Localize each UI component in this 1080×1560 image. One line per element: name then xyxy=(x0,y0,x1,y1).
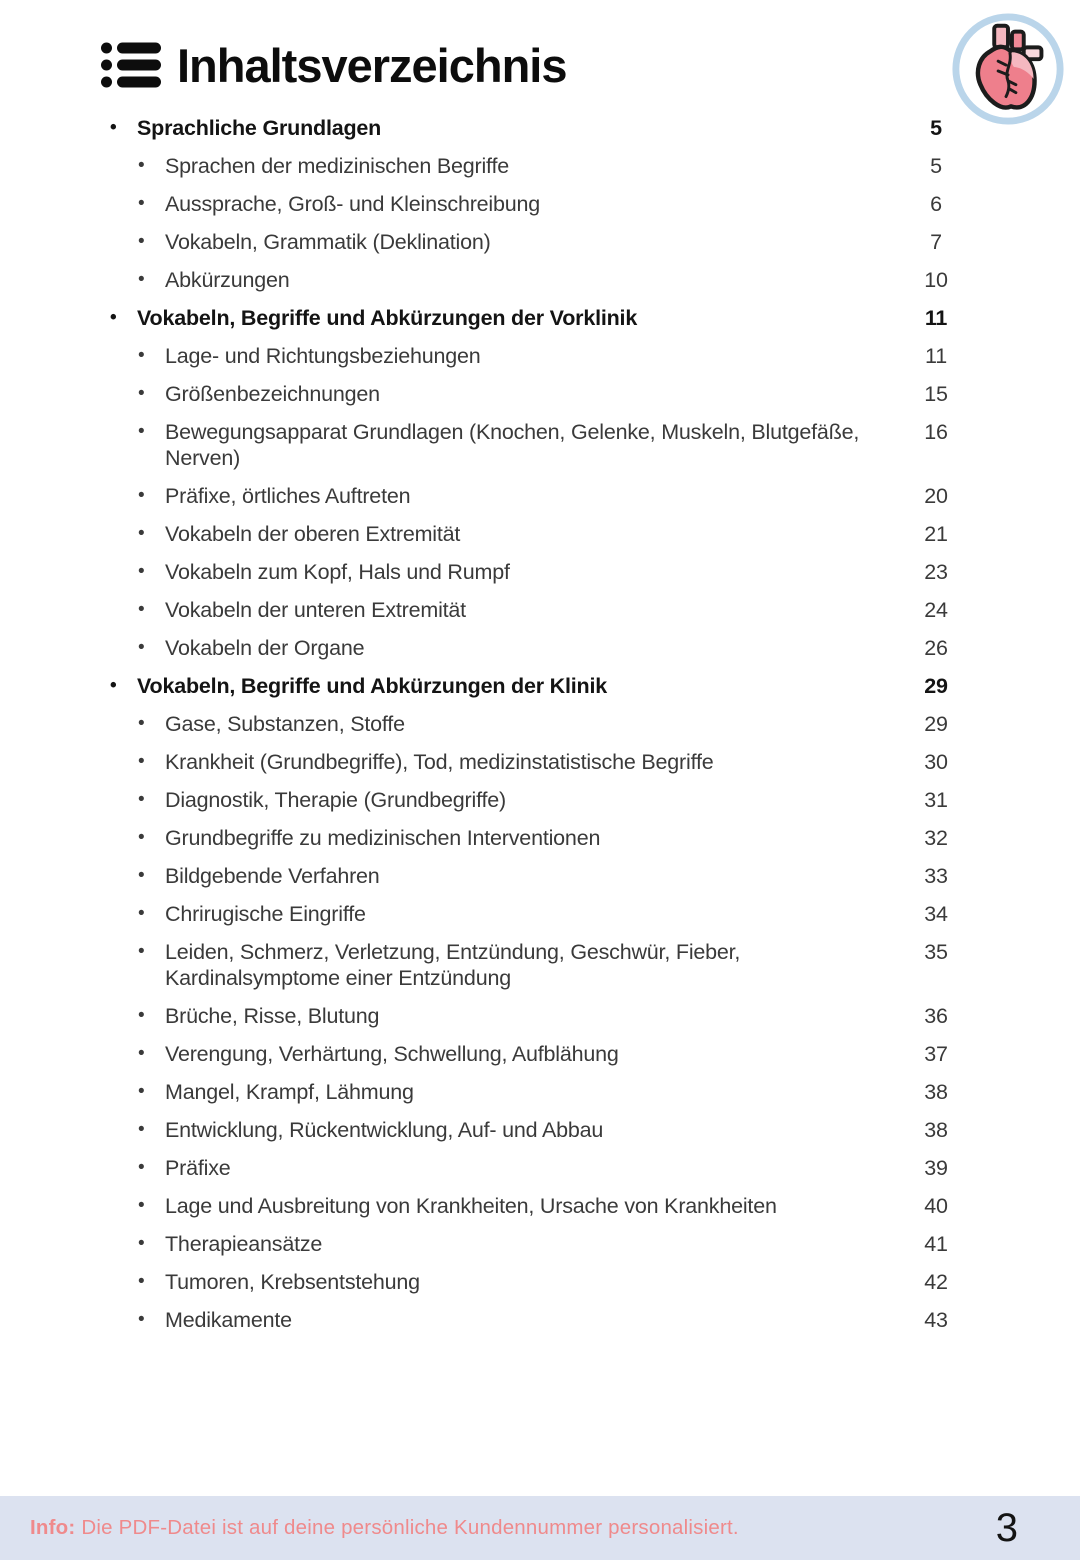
toc-entry-page: 35 xyxy=(924,940,948,964)
toc-entry-label: Bildgebende Verfahren xyxy=(165,864,380,888)
toc-entry-page: 30 xyxy=(924,750,948,774)
toc-entry-page: 6 xyxy=(930,192,942,216)
toc-entry-page: 29 xyxy=(924,712,948,736)
toc-entry-label: Medikamente xyxy=(165,1308,292,1332)
page-header xyxy=(100,38,1080,92)
dot-bullet-icon: • xyxy=(138,155,145,176)
toc-row[interactable] xyxy=(104,597,962,623)
toc-entry-label: Vokabeln der oberen Extremität xyxy=(165,522,461,546)
dot-bullet-icon: • xyxy=(138,269,145,290)
dot-bullet-icon: • xyxy=(138,751,145,772)
list-icon xyxy=(100,38,162,92)
toc-entry-label: Grundbegriffe zu medizinischen Interventionen xyxy=(165,826,601,850)
dot-bullet-icon: • xyxy=(138,383,145,404)
toc-row[interactable] xyxy=(104,1079,962,1105)
toc-row[interactable] xyxy=(104,229,962,255)
dot-bullet-icon: • xyxy=(138,1081,145,1102)
toc-row[interactable] xyxy=(104,483,962,509)
toc-entry-page: 31 xyxy=(924,788,948,812)
toc-row[interactable] xyxy=(104,863,962,889)
toc-entry-label: Lage- und Richtungsbeziehungen xyxy=(165,344,481,368)
toc-row[interactable] xyxy=(104,711,962,737)
dot-bullet-icon: • xyxy=(138,827,145,848)
toc-entry-page: 23 xyxy=(924,560,948,584)
dot-bullet-icon: • xyxy=(138,941,145,962)
toc-row[interactable] xyxy=(104,1117,962,1143)
dot-bullet-icon: • xyxy=(138,789,145,810)
dot-bullet-icon: • xyxy=(138,1119,145,1140)
toc-entry-label: Aussprache, Groß- und Kleinschreibung xyxy=(165,192,541,216)
info-text xyxy=(30,1516,739,1540)
dot-bullet-icon: • xyxy=(138,865,145,886)
dot-bullet-icon: • xyxy=(138,1233,145,1254)
toc-entry-page: 43 xyxy=(924,1308,948,1332)
dot-bullet-icon: • xyxy=(110,675,117,696)
dot-bullet-icon: • xyxy=(138,1195,145,1216)
dot-bullet-icon: • xyxy=(138,599,145,620)
toc-entry-page: 21 xyxy=(924,522,948,546)
toc-row[interactable] xyxy=(104,521,962,547)
toc-row[interactable] xyxy=(104,343,962,369)
dot-bullet-icon: • xyxy=(138,637,145,658)
toc-entry-page: 29 xyxy=(924,674,948,698)
toc-row[interactable] xyxy=(104,1003,962,1029)
toc-entry-label: Vokabeln, Grammatik (Deklination) xyxy=(165,230,491,254)
anatomical-heart-icon xyxy=(949,10,1067,128)
toc-row[interactable] xyxy=(104,381,962,407)
toc-row[interactable] xyxy=(104,267,962,293)
toc-row[interactable] xyxy=(104,153,962,179)
toc-entry-label: Vokabeln, Begriffe und Abkürzungen der Vorklinik xyxy=(137,306,638,330)
toc-entry-page: 11 xyxy=(925,344,947,368)
toc-entry-label: Gase, Substanzen, Stoffe xyxy=(165,712,405,736)
toc-entry-label: Sprachliche Grundlagen xyxy=(137,116,382,140)
toc-entry-label: Brüche, Risse, Blutung xyxy=(165,1004,380,1028)
toc-row[interactable] xyxy=(104,1155,962,1181)
toc-entry-label: Vokabeln der Organe xyxy=(165,636,365,660)
toc-entry-label: Vokabeln, Begriffe und Abkürzungen der Klinik xyxy=(137,674,608,698)
toc-row[interactable] xyxy=(104,115,962,141)
dot-bullet-icon: • xyxy=(138,1005,145,1026)
toc-entry-label: Vokabeln der unteren Extremität xyxy=(165,598,466,622)
toc-entry-page: 5 xyxy=(930,116,942,140)
dot-bullet-icon: • xyxy=(138,421,145,442)
toc-row[interactable] xyxy=(104,825,962,851)
toc-entry-page: 39 xyxy=(924,1156,948,1180)
page-number: 3 xyxy=(995,1506,1018,1550)
toc-entry-label: Entwicklung, Rückentwicklung, Auf- und Abbau xyxy=(165,1118,604,1142)
toc-entry-page: 26 xyxy=(924,636,948,660)
dot-bullet-icon: • xyxy=(138,523,145,544)
toc-entry-label: Tumoren, Krebsentstehung xyxy=(165,1270,420,1294)
toc-entry-page: 7 xyxy=(930,230,942,254)
toc-row[interactable] xyxy=(104,419,962,471)
toc-row[interactable] xyxy=(104,191,962,217)
toc-entry-label: Präfixe xyxy=(165,1156,231,1180)
toc-entry-page: 11 xyxy=(924,306,948,330)
info-message: Die PDF-Datei ist auf deine persönliche Kundennummer personalisiert. xyxy=(81,1516,739,1539)
toc-row[interactable] xyxy=(104,749,962,775)
dot-bullet-icon: • xyxy=(138,713,145,734)
dot-bullet-icon: • xyxy=(138,1043,145,1064)
toc-entry-page: 24 xyxy=(924,598,948,622)
toc-entry-label: Chrirugische Eingriffe xyxy=(165,902,366,926)
page-footer xyxy=(0,1496,1080,1560)
toc-entry-page: 40 xyxy=(924,1194,948,1218)
toc-entry-page: 16 xyxy=(924,420,948,444)
toc-row[interactable] xyxy=(104,673,962,699)
toc-row[interactable] xyxy=(104,1193,962,1219)
toc-row[interactable] xyxy=(104,305,962,331)
toc-entry-label: Leiden, Schmerz, Verletzung, Entzündung, Geschwür, Fieber, Kardinalsymptome einer Entzündung xyxy=(165,940,741,990)
toc-entry-page: 36 xyxy=(924,1004,948,1028)
toc-entry-page: 37 xyxy=(924,1042,948,1066)
toc-entry-page: 34 xyxy=(924,902,948,926)
dot-bullet-icon: • xyxy=(138,903,145,924)
toc-entry-page: 32 xyxy=(924,826,948,850)
toc-entry-page: 42 xyxy=(924,1270,948,1294)
toc-row[interactable] xyxy=(104,1307,962,1333)
dot-bullet-icon: • xyxy=(138,1309,145,1330)
toc-entry-page: 38 xyxy=(924,1118,948,1142)
toc-entry-label: Lage und Ausbreitung von Krankheiten, Ursache von Krankheiten xyxy=(165,1194,777,1218)
toc-entry-label: Abkürzungen xyxy=(165,268,290,292)
toc-entry-page: 33 xyxy=(924,864,948,888)
toc-row[interactable] xyxy=(104,559,962,585)
toc-entry-label: Mangel, Krampf, Lähmung xyxy=(165,1080,414,1104)
dot-bullet-icon: • xyxy=(138,561,145,582)
toc-row[interactable] xyxy=(104,1231,962,1257)
toc-entry-page: 15 xyxy=(924,382,948,406)
toc-entry-label: Therapieansätze xyxy=(165,1232,323,1256)
toc-row[interactable] xyxy=(104,635,962,661)
toc-entry-page: 41 xyxy=(924,1232,948,1256)
dot-bullet-icon: • xyxy=(138,345,145,366)
toc-entry-label: Diagnostik, Therapie (Grundbegriffe) xyxy=(165,788,506,812)
dot-bullet-icon: • xyxy=(138,231,145,252)
toc-entry-page: 5 xyxy=(930,154,942,178)
page-title: Inhaltsverzeichnis xyxy=(177,38,567,92)
toc-entry-label: Vokabeln zum Kopf, Hals und Rumpf xyxy=(165,560,510,584)
toc-row[interactable] xyxy=(104,1041,962,1067)
dot-bullet-icon: • xyxy=(138,1271,145,1292)
toc-row[interactable] xyxy=(104,901,962,927)
toc-entry-page: 20 xyxy=(924,484,948,508)
toc-entry-page: 38 xyxy=(924,1080,948,1104)
dot-bullet-icon: • xyxy=(138,193,145,214)
toc-entry-page: 10 xyxy=(924,268,948,292)
toc-row[interactable] xyxy=(104,939,962,991)
dot-bullet-icon: • xyxy=(110,307,117,328)
toc-entry-label: Sprachen der medizinischen Begriffe xyxy=(165,154,509,178)
toc-entry-label: Krankheit (Grundbegriffe), Tod, medizinstatistische Begriffe xyxy=(165,750,714,774)
toc-entry-label: Bewegungsapparat Grundlagen (Knochen, Gelenke, Muskeln, Blutgefäße, Nerven) xyxy=(165,420,860,470)
dot-bullet-icon: • xyxy=(138,1157,145,1178)
toc-row[interactable] xyxy=(104,1269,962,1295)
toc-list xyxy=(104,115,962,1333)
dot-bullet-icon: • xyxy=(138,485,145,506)
toc-row[interactable] xyxy=(104,787,962,813)
dot-bullet-icon: • xyxy=(110,117,117,138)
toc-entry-label: Größenbezeichnungen xyxy=(165,382,380,406)
toc-entry-label: Verengung, Verhärtung, Schwellung, Aufblähung xyxy=(165,1042,619,1066)
toc-entry-label: Präfixe, örtliches Auftreten xyxy=(165,484,411,508)
info-label: Info: xyxy=(30,1516,76,1539)
